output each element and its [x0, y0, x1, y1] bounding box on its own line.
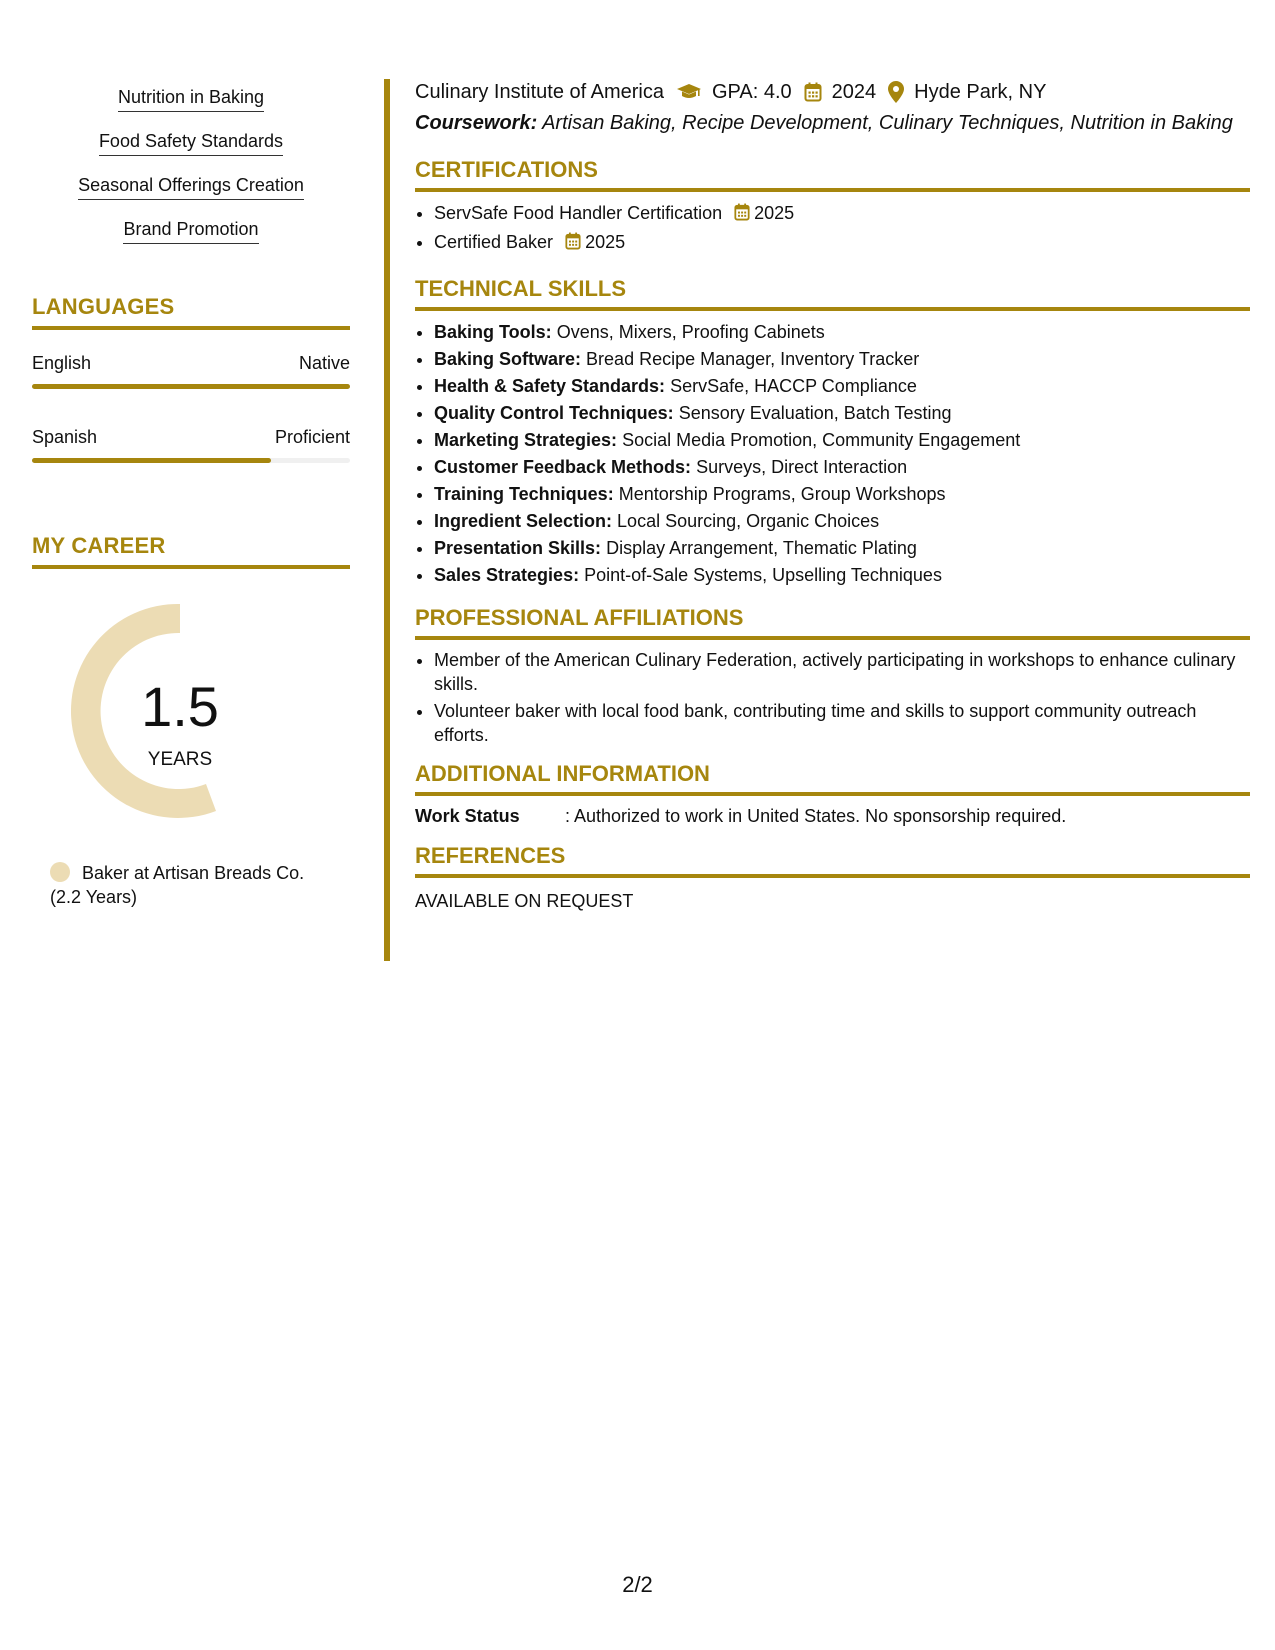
language-level: Native — [298, 353, 350, 373]
certification-item — [434, 229, 1250, 258]
skill-value: Mentorship Programs, Group Workshops — [618, 484, 946, 504]
certifications-list — [415, 200, 1250, 258]
strength-tag: Brand Promotion — [123, 219, 258, 244]
skill-label: Quality Control Techniques: — [434, 403, 674, 423]
map-pin-icon — [888, 81, 904, 103]
skill-label: Sales Strategies: — [434, 565, 580, 585]
affiliation-item: • Volunteer baker with local food bank, contributing time and skills to support community outreach efforts. — [434, 699, 1250, 747]
certification-name: ServSafe Food Handler Certification — [434, 203, 723, 223]
language-bar-fill — [32, 458, 271, 463]
skill-item — [434, 535, 1250, 562]
skill-label: Training Techniques: — [434, 484, 614, 504]
certification-year: 2025 — [585, 232, 626, 252]
skill-value: Local Sourcing, Organic Choices — [617, 511, 880, 531]
technical-skills-heading: TECHNICAL SKILLS — [415, 276, 1250, 311]
work-status-row — [415, 806, 1250, 827]
skill-value: Ovens, Mixers, Proofing Cabinets — [556, 322, 825, 342]
language-row — [32, 353, 350, 374]
coursework-label: Coursework: — [415, 112, 538, 134]
skill-item — [434, 346, 1250, 373]
strength-tag: Seasonal Offerings Creation — [78, 175, 304, 200]
career-heading: MY CAREER — [32, 533, 350, 569]
affiliation-item: • Member of the American Culinary Federation, actively participating in workshops to enhance culinary skills. — [434, 648, 1250, 696]
certification-name: Certified Baker — [434, 232, 554, 252]
certification-item — [434, 200, 1250, 229]
references-heading: REFERENCES — [415, 843, 1250, 878]
references-text: AVAILABLE ON REQUEST — [415, 891, 634, 911]
languages-section — [32, 294, 350, 463]
gpa: GPA: 4.0 — [712, 80, 792, 103]
graduation-year: 2024 — [831, 80, 877, 103]
skill-item — [434, 481, 1250, 508]
career-donut-chart — [32, 599, 350, 839]
education-line — [415, 78, 1250, 106]
skill-label: Health & Safety Standards: — [434, 376, 666, 396]
certifications-heading: CERTIFICATIONS — [415, 157, 1250, 192]
career-role: Baker at Artisan Breads Co. — [82, 863, 305, 883]
career-years-unit: YEARS — [147, 749, 213, 770]
skill-item — [434, 373, 1250, 400]
page-number: 2/2 — [622, 1572, 653, 1597]
additional-info-heading: ADDITIONAL INFORMATION — [415, 761, 1250, 796]
work-status-label: Work Status — [415, 806, 520, 826]
technical-skills-list — [415, 319, 1250, 589]
school-location: Hyde Park, NY — [914, 80, 1047, 103]
affiliations-heading: PROFESSIONAL AFFILIATIONS — [415, 605, 1250, 640]
skill-label: Baking Tools: — [434, 322, 552, 342]
calendar-icon — [734, 202, 750, 229]
legend-dot-icon — [50, 862, 70, 882]
school-name: Culinary Institute of America — [415, 80, 664, 103]
language-row — [32, 427, 350, 448]
languages-heading: LANGUAGES — [32, 294, 350, 330]
strength-tag: Food Safety Standards — [99, 131, 283, 156]
skill-item — [434, 427, 1250, 454]
skill-item — [434, 508, 1250, 535]
skill-label: Baking Software: — [434, 349, 582, 369]
coursework-line — [415, 112, 1250, 135]
skill-value: Display Arrangement, Thematic Plating — [606, 538, 917, 558]
column-divider — [384, 79, 390, 961]
career-section — [32, 533, 350, 909]
affiliations-list — [415, 648, 1250, 747]
coursework-list: Artisan Baking, Recipe Development, Culinary Techniques, Nutrition in Baking — [542, 112, 1233, 134]
skill-label: Customer Feedback Methods: — [434, 457, 692, 477]
strength-tag: Nutrition in Baking — [118, 87, 264, 112]
skill-value: Surveys, Direct Interaction — [696, 457, 908, 477]
skill-item — [434, 400, 1250, 427]
certification-year: 2025 — [754, 203, 795, 223]
career-duration: (2.2 Years) — [50, 887, 138, 907]
strengths-list — [32, 80, 350, 256]
calendar-icon — [565, 231, 581, 258]
language-bar-fill — [32, 384, 350, 389]
language-name: Spanish — [32, 427, 98, 447]
skill-value: Bread Recipe Manager, Inventory Tracker — [586, 349, 920, 369]
skill-label: Presentation Skills: — [434, 538, 602, 558]
skill-value: Point-of-Sale Systems, Upselling Techniques — [584, 565, 942, 585]
skill-value: ServSafe, HACCP Compliance — [670, 376, 917, 396]
career-years-value: 1.5 — [141, 675, 219, 738]
language-name: English — [32, 353, 92, 373]
skill-label: Ingredient Selection: — [434, 511, 613, 531]
skill-value: Social Media Promotion, Community Engagement — [622, 430, 1021, 450]
skill-item — [434, 562, 1250, 589]
sidebar — [32, 80, 350, 909]
language-bar — [32, 458, 350, 463]
language-bar — [32, 384, 350, 389]
graduation-cap-icon — [676, 83, 702, 101]
skill-value: Sensory Evaluation, Batch Testing — [678, 403, 952, 423]
work-status-value: : Authorized to work in United States. No sponsorship required. — [565, 806, 1067, 826]
career-legend-item — [32, 861, 350, 909]
skill-item — [434, 319, 1250, 346]
skill-item — [434, 454, 1250, 481]
language-level: Proficient — [274, 427, 350, 447]
calendar-icon — [804, 82, 822, 102]
main-content — [415, 78, 1250, 912]
skill-label: Marketing Strategies: — [434, 430, 618, 450]
